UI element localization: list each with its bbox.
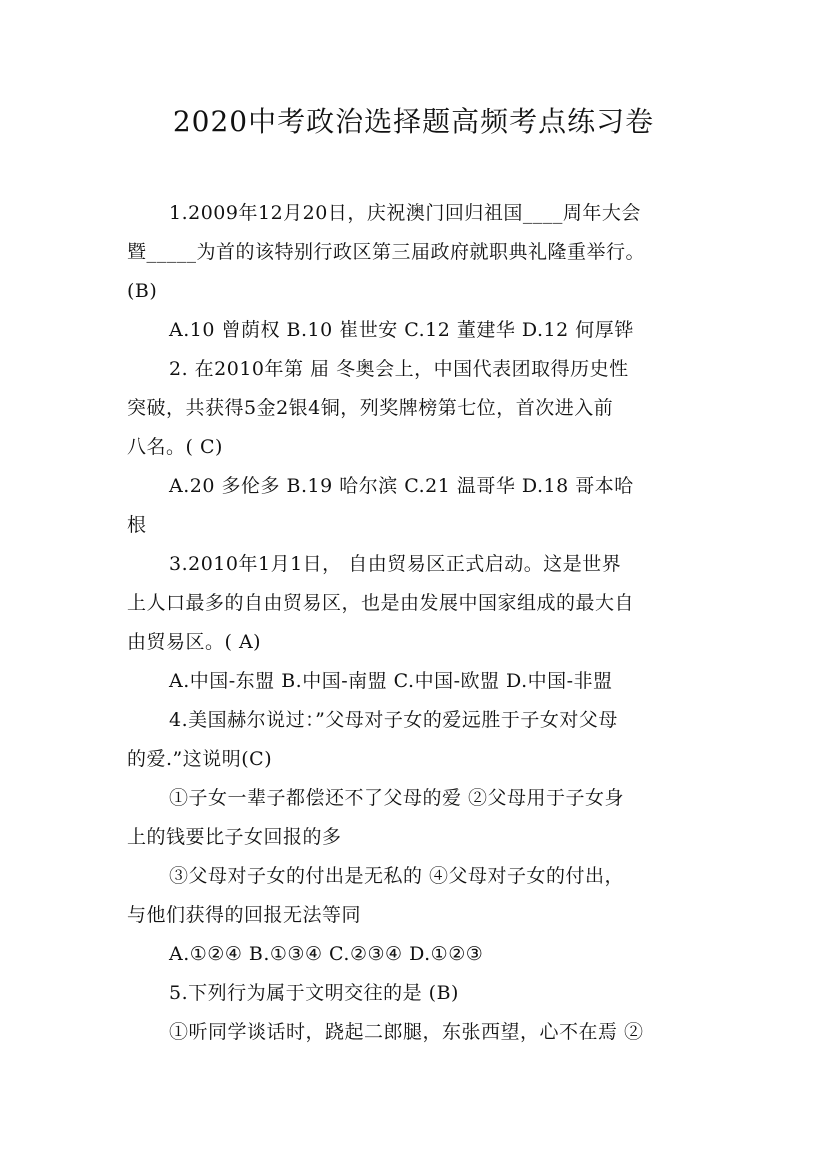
question-1-line-1: 1.2009年12月20日，庆祝澳门回归祖国____周年大会	[169, 202, 641, 224]
question-4-line-1: 4.美国赫尔说过：”父母对子女的爱远胜于子女对父母	[169, 709, 618, 731]
question-3-line-2: 上人口最多的自由贸易区，也是由发展中国家组成的最大自	[127, 592, 635, 614]
question-5-statement-1: ①听同学谈话时，跷起二郎腿，东张西望，心不在焉 ②	[169, 1021, 644, 1043]
question-2-line-2: 突破，共获得5金2银4铜，列奖牌榜第七位，首次进入前	[127, 397, 614, 419]
question-4-statement-2: ③父母对子女的付出是无私的 ④父母对子女的付出，	[169, 865, 625, 887]
question-2-options: A.20 多伦多 B.19 哈尔滨 C.21 温哥华 D.18 哥本哈	[169, 475, 634, 497]
question-2-line-1: 2. 在2010年第 届 冬奥会上，中国代表团取得历史性	[169, 358, 629, 380]
question-4-statement-2-cont: 与他们获得的回报无法等同	[127, 904, 362, 926]
question-3-line-1: 3.2010年1月1日， 自由贸易区正式启动。这是世界	[169, 553, 622, 575]
document-title: 2020中考政治选择题高频考点练习卷	[172, 105, 655, 138]
question-1-answer: (B)	[127, 280, 158, 302]
question-5-line-1: 5.下列行为属于文明交往的是 (B)	[169, 982, 459, 1004]
question-4-line-2: 的爱.”这说明(C)	[127, 748, 273, 770]
question-2-options-cont: 根	[127, 514, 147, 536]
question-3-line-3: 由贸易区。( A)	[127, 631, 262, 653]
question-2-line-3: 八名。( C)	[127, 436, 223, 458]
question-1-line-2: 暨_____为首的该特别行政区第三届政府就职典礼隆重举行。	[127, 241, 646, 263]
question-4-options: A.①②④ B.①③④ C.②③④ D.①②③	[169, 943, 484, 965]
question-1-options: A.10 曾荫权 B.10 崔世安 C.12 董建华 D.12 何厚铧	[169, 319, 634, 341]
document-body	[127, 194, 727, 1052]
question-4-statement-1-cont: 上的钱要比子女回报的多	[127, 826, 342, 848]
question-3-options: A.中国-东盟 B.中国-南盟 C.中国-欧盟 D.中国-非盟	[169, 670, 613, 692]
question-4-statement-1: ①子女一辈子都偿还不了父母的爱 ②父母用于子女身	[169, 787, 625, 809]
